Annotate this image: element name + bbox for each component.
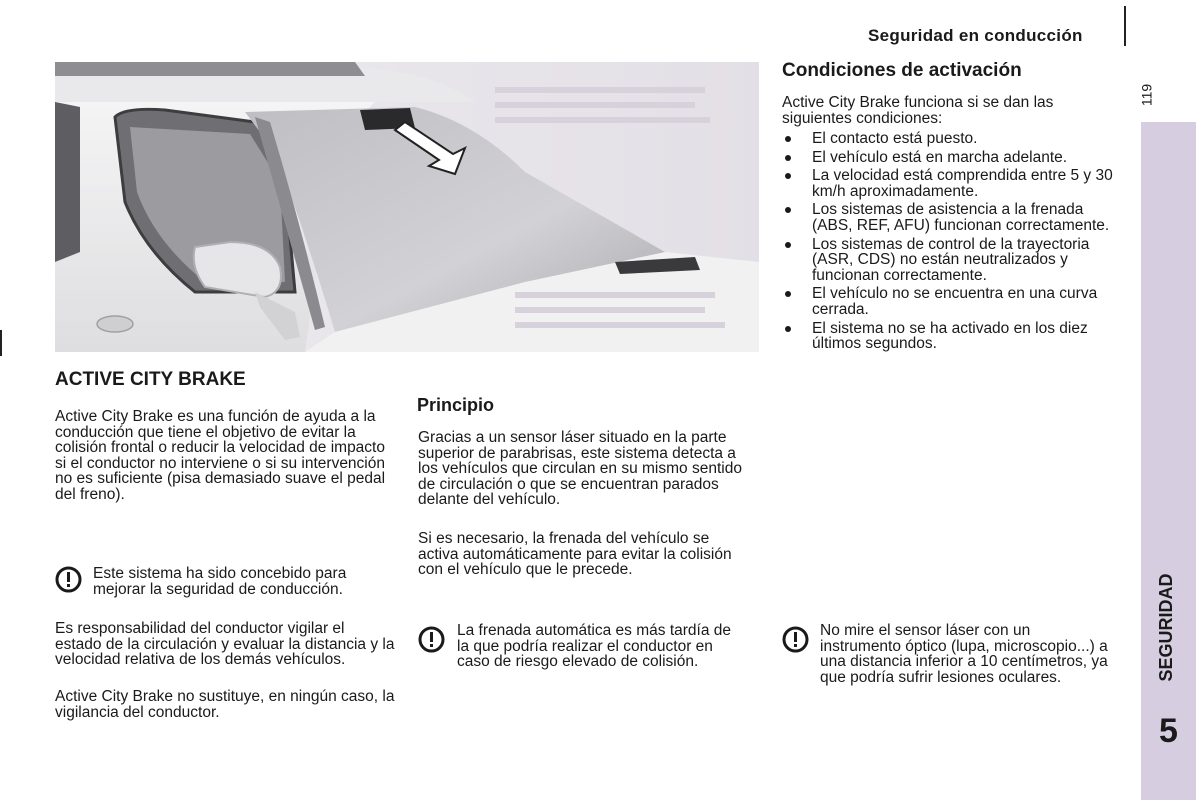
principle-paragraph-1: Gracias a un sensor láser situado en la parte superior de parabrisas, este sistema detecta a los vehículos que circulan en su mismo sentido de circulación o que se encuentran parados delante del vehículo. [418, 429, 742, 509]
bullet-icon [785, 207, 791, 213]
laser-warning-text: No mire el sensor láser con un instrumento óptico (lupa, microscopio...) a una distancia inferior a 10 centímetros, ya que podría sufrir lesiones oculares. [820, 622, 1108, 686]
conditions-intro: Active City Brake funciona si se dan las siguientes condiciones: [782, 94, 1054, 127]
activation-conditions-title: Condiciones de activación [782, 60, 1022, 81]
responsibility-paragraph: Es responsabilidad del conductor vigilar el estado de la circulación y evaluar la distancia y la velocidad relativa de los demás vehículos. [55, 620, 395, 669]
list-item: El sistema no se ha activado en los diez últimos segundos. [782, 321, 1127, 352]
warning-circle-icon [55, 566, 82, 593]
braking-note [418, 623, 748, 693]
principle-title: Principio [417, 395, 495, 415]
page-number [1131, 78, 1165, 112]
principle-paragraph-2: Si es necesario, la frenada del vehículo se activa automáticamente para evitar la colisión con el vehículo que le precede. [418, 530, 732, 579]
chapter-label [1150, 560, 1184, 695]
conditions-list [782, 131, 1127, 355]
list-item: El contacto está puesto. [782, 131, 1127, 147]
bullet-icon [785, 326, 791, 332]
bullet-icon [785, 242, 791, 248]
windshield-sensor-illustration [55, 62, 759, 352]
list-item: El vehículo no se encuentra en una curva cerrada. [782, 286, 1127, 317]
list-item: Los sistemas de asistencia a la frenada (ABS, REF, AFU) funcionan correctamente. [782, 202, 1127, 233]
design-note [55, 566, 395, 616]
bullet-icon [785, 291, 791, 297]
list-item: La velocidad está comprendida entre 5 y 30 km/h aproximadamente. [782, 168, 1127, 199]
svg-text:SEGURIDAD: SEGURIDAD [1155, 573, 1176, 682]
warning-circle-icon [418, 626, 445, 653]
bullet-icon [785, 136, 791, 142]
section-title: Seguridad en conducción [868, 26, 1083, 45]
header-divider [1124, 6, 1126, 46]
list-item: El vehículo está en marcha adelante. [782, 150, 1127, 166]
bullet-icon [785, 173, 791, 179]
margin-mark [0, 330, 2, 356]
laser-warning-note [782, 623, 1117, 708]
braking-note-text: La frenada automática es más tardía de la que podría realizar el conductor en caso de riesgo elevado de colisión. [457, 622, 731, 671]
design-note-text: Este sistema ha sido concebido para mejorar la seguridad de conducción. [93, 565, 347, 598]
main-title: ACTIVE CITY BRAKE [55, 369, 246, 390]
warning-circle-icon [782, 626, 809, 653]
definition-paragraph: Active City Brake es una función de ayuda a la conducción que tiene el objetivo de evitar la colisión frontal o reducir la velocidad de impacto si el conductor no interviene o si su intervención no es suficiente (pisa demasiado suave el pedal del freno). [55, 408, 386, 503]
list-item: Los sistemas de control de la trayectoria (ASR, CDS) no están neutralizados y funcionan correctamente. [782, 237, 1127, 284]
chapter-number: 5 [1159, 712, 1178, 750]
svg-text:119: 119 [1138, 83, 1155, 107]
bullet-icon [785, 155, 791, 161]
chapter-tab [1141, 122, 1196, 800]
no-substitute-paragraph: Active City Brake no sustituye, en ningún caso, la vigilancia del conductor. [55, 688, 395, 721]
